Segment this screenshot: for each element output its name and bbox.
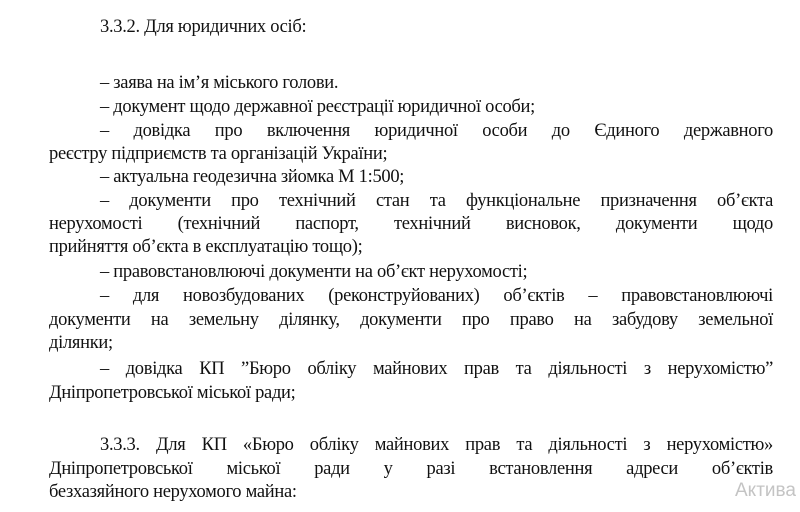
list-item: – документи про технічний стан та функціональне призначення об’єкта [100,191,773,211]
list-item: – для новозбудованих (реконструйованих) об’єктів – правовстановлюючі [100,286,773,306]
list-item-continuation: документи на земельну ділянку, документи про право на забудову земельної [49,310,773,330]
list-item-continuation: Дніпропетровської міської ради; [49,383,296,403]
list-item: – довідка про включення юридичної особи до Єдиного державного [100,121,773,141]
list-item-continuation: прийняття об’єкта в експлуатацію тощо); [49,237,363,257]
list-item: – довідка КП ”Бюро обліку майнових прав та діяльності з нерухомістю” [100,359,773,379]
list-item: – актуальна геодезична зйомка М 1:500; [100,167,405,187]
paragraph-line: безхазяйного нерухомого майна: [49,482,297,502]
list-item-continuation: нерухомості (технічний паспорт, технічний висновок, документи щодо [49,214,773,234]
list-item: – документ щодо державної реєстрації юридичної особи; [100,97,535,117]
section-heading-3-3-3: 3.3.3. Для КП «Бюро обліку майнових прав та діяльності з нерухомістю» [100,435,773,455]
list-item: – правовстановлюючі документи на об’єкт нерухомості; [100,262,528,282]
list-item-continuation: ділянки; [49,333,113,353]
list-item-continuation: реєстру підприємств та організацій України; [49,144,388,164]
section-heading-3-3-2: 3.3.2. Для юридичних осіб: [100,17,307,37]
activation-watermark: Актива [735,480,796,501]
list-item: – заява на ім’я міського голови. [100,73,339,93]
paragraph-line: Дніпропетровської міської ради у разі встановлення адреси об’єктів [49,459,773,479]
